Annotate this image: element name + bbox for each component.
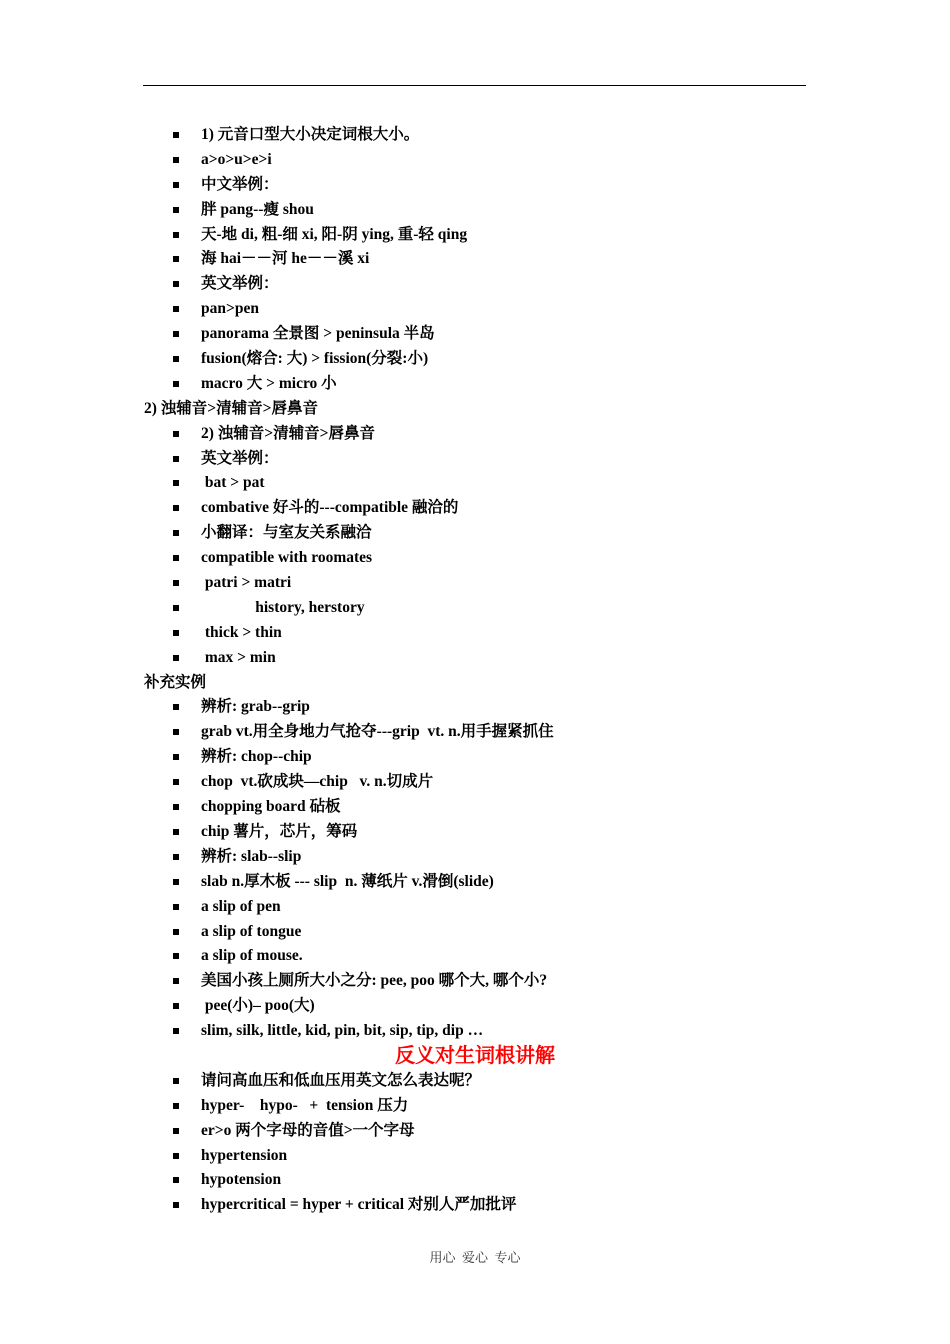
list-item — [0, 944, 950, 969]
bullet-square-icon — [173, 232, 179, 238]
line-text: hyper- hypo- + tension 压力 — [201, 1096, 409, 1114]
header-rule — [143, 85, 806, 86]
bullet-square-icon — [173, 356, 179, 362]
bullet-square-icon — [173, 605, 179, 611]
line-text: 请问高血压和低血压用英文怎么表达呢？ — [201, 1071, 481, 1089]
line-text: chip 薯片，芯片，筹码 — [201, 822, 358, 840]
list-item — [0, 1119, 950, 1144]
list-item — [0, 247, 950, 272]
bullet-square-icon — [173, 555, 179, 561]
bullet-square-icon — [173, 929, 179, 935]
list-item — [0, 198, 950, 223]
list-item — [0, 770, 950, 795]
line-text: 2) 浊辅音>清辅音>唇鼻音 — [201, 424, 375, 442]
list-item — [0, 148, 950, 173]
line-text: macro 大 > micro 小 — [201, 374, 337, 392]
bullet-square-icon — [173, 256, 179, 262]
bullet-square-icon — [173, 1003, 179, 1009]
list-item — [0, 621, 950, 646]
list-item — [0, 372, 950, 397]
bullet-square-icon — [173, 207, 179, 213]
line-text: 中文举例： — [201, 175, 279, 193]
list-item — [0, 571, 950, 596]
bullet-square-icon — [173, 904, 179, 910]
bullet-square-icon — [173, 456, 179, 462]
list-item — [0, 895, 950, 920]
line-text: slim, silk, little, kid, pin, bit, sip, tip, dip … — [201, 1022, 484, 1040]
bullet-square-icon — [173, 754, 179, 760]
list-item — [0, 322, 950, 347]
bullet-square-icon — [173, 505, 179, 511]
list-item — [0, 845, 950, 870]
list-item — [0, 596, 950, 621]
list-item — [0, 272, 950, 297]
list-item — [0, 123, 950, 148]
line-text: hypotension — [201, 1171, 282, 1189]
section-label — [0, 397, 950, 422]
line-text: fusion(熔合: 大) > fission(分裂:小) — [201, 350, 429, 368]
line-text: bat > pat — [201, 474, 265, 492]
line-text: hypertension — [201, 1146, 288, 1164]
bullet-square-icon — [173, 1103, 179, 1109]
list-item — [0, 347, 950, 372]
bullet-square-icon — [173, 480, 179, 486]
line-text: 海 hai－－河 he－－溪 xi — [201, 250, 370, 268]
bullet-square-icon — [173, 1153, 179, 1159]
line-text: chopping board 砧板 — [201, 798, 341, 816]
bullet-square-icon — [173, 1177, 179, 1183]
list-item — [0, 1144, 950, 1169]
list-item — [0, 745, 950, 770]
line-text: a slip of mouse. — [201, 947, 303, 965]
line-text: thick > thin — [201, 623, 282, 641]
line-text: patri > matri — [201, 574, 292, 592]
line-text: 英文举例： — [201, 275, 279, 293]
list-item — [0, 1069, 950, 1094]
list-item — [0, 646, 950, 671]
line-text: 辨析: slab--slip — [201, 847, 302, 865]
bullet-square-icon — [173, 953, 179, 959]
line-text: 辨析: grab--grip — [201, 698, 310, 716]
line-text: pee(小)– poo(大) — [201, 997, 315, 1015]
bullet-square-icon — [173, 854, 179, 860]
line-text: slab n.厚木板 --- slip n. 薄纸片 v.滑倒(slide) — [201, 872, 494, 890]
bullet-square-icon — [173, 879, 179, 885]
line-text: 1) 元音口型大小决定词根大小。 — [201, 126, 420, 143]
line-text: a slip of pen — [201, 897, 281, 915]
bullet-square-icon — [173, 704, 179, 710]
list-item — [0, 447, 950, 472]
list-item — [0, 496, 950, 521]
bullet-square-icon — [173, 431, 179, 437]
list-item — [0, 521, 950, 546]
line-text: max > min — [201, 648, 276, 666]
bullet-square-icon — [173, 1128, 179, 1134]
list-item — [0, 546, 950, 571]
line-text: grab vt.用全身地力气抢夺---grip vt. n.用手握紧抓住 — [201, 723, 554, 741]
bullet-square-icon — [173, 157, 179, 163]
bullet-square-icon — [173, 530, 179, 536]
bullet-square-icon — [173, 804, 179, 810]
list-item — [0, 969, 950, 994]
line-text: 补充实例 — [144, 673, 207, 691]
list-item — [0, 297, 950, 322]
list-item — [0, 870, 950, 895]
line-text: 小翻译：与室友关系融洽 — [201, 524, 372, 542]
bullet-square-icon — [173, 580, 179, 586]
list-item — [0, 471, 950, 496]
line-text: 胖 pang--瘦 shou — [201, 200, 314, 218]
document-body — [0, 123, 950, 1218]
bullet-square-icon — [173, 381, 179, 387]
line-text: hypercritical = hyper + critical 对别人严加批评 — [201, 1196, 517, 1214]
list-item — [0, 1094, 950, 1119]
bullet-square-icon — [173, 182, 179, 188]
bullet-square-icon — [173, 331, 179, 337]
list-item — [0, 1019, 950, 1044]
bullet-square-icon — [173, 655, 179, 661]
bullet-square-icon — [173, 630, 179, 636]
bullet-square-icon — [173, 1078, 179, 1084]
list-item — [0, 173, 950, 198]
list-item — [0, 920, 950, 945]
list-item — [0, 1193, 950, 1218]
list-item — [0, 1168, 950, 1193]
section-heading — [0, 1044, 950, 1069]
line-text: 反义对生词根讲解 — [395, 1044, 555, 1067]
line-text: 英文举例： — [201, 449, 279, 467]
list-item — [0, 994, 950, 1019]
line-text: panorama 全景图 > peninsula 半岛 — [201, 325, 435, 343]
line-text: history, herstory — [201, 598, 365, 616]
section-label — [0, 671, 950, 696]
bullet-square-icon — [173, 729, 179, 735]
line-text: a>o>u>e>i — [201, 150, 272, 168]
list-item — [0, 223, 950, 248]
list-item — [0, 720, 950, 745]
line-text: compatible with roomates — [201, 549, 373, 567]
bullet-square-icon — [173, 1028, 179, 1034]
line-text: chop vt.砍成块—chip v. n.切成片 — [201, 773, 434, 791]
line-text: 天-地 di, 粗-细 xi, 阳-阴 ying, 重-轻 qing — [201, 225, 468, 243]
line-text: 美国小孩上厕所大小之分: pee, poo 哪个大, 哪个小? — [201, 972, 548, 990]
line-text: a slip of tongue — [201, 922, 302, 940]
bullet-square-icon — [173, 132, 179, 138]
list-item — [0, 695, 950, 720]
list-item — [0, 795, 950, 820]
list-item — [0, 820, 950, 845]
line-text: er>o 两个字母的音值>一个字母 — [201, 1121, 415, 1139]
bullet-square-icon — [173, 779, 179, 785]
bullet-square-icon — [173, 1202, 179, 1208]
line-text: combative 好斗的---compatible 融洽的 — [201, 499, 459, 517]
bullet-square-icon — [173, 978, 179, 984]
list-item — [0, 422, 950, 447]
bullet-square-icon — [173, 306, 179, 312]
line-text: 辨析: chop--chip — [201, 748, 312, 766]
bullet-square-icon — [173, 829, 179, 835]
line-text: pan>pen — [201, 300, 259, 318]
bullet-square-icon — [173, 281, 179, 287]
line-text: 2) 浊辅音>清辅音>唇鼻音 — [144, 399, 318, 417]
page-footer: 用心 爱心 专心 — [429, 1250, 521, 1265]
